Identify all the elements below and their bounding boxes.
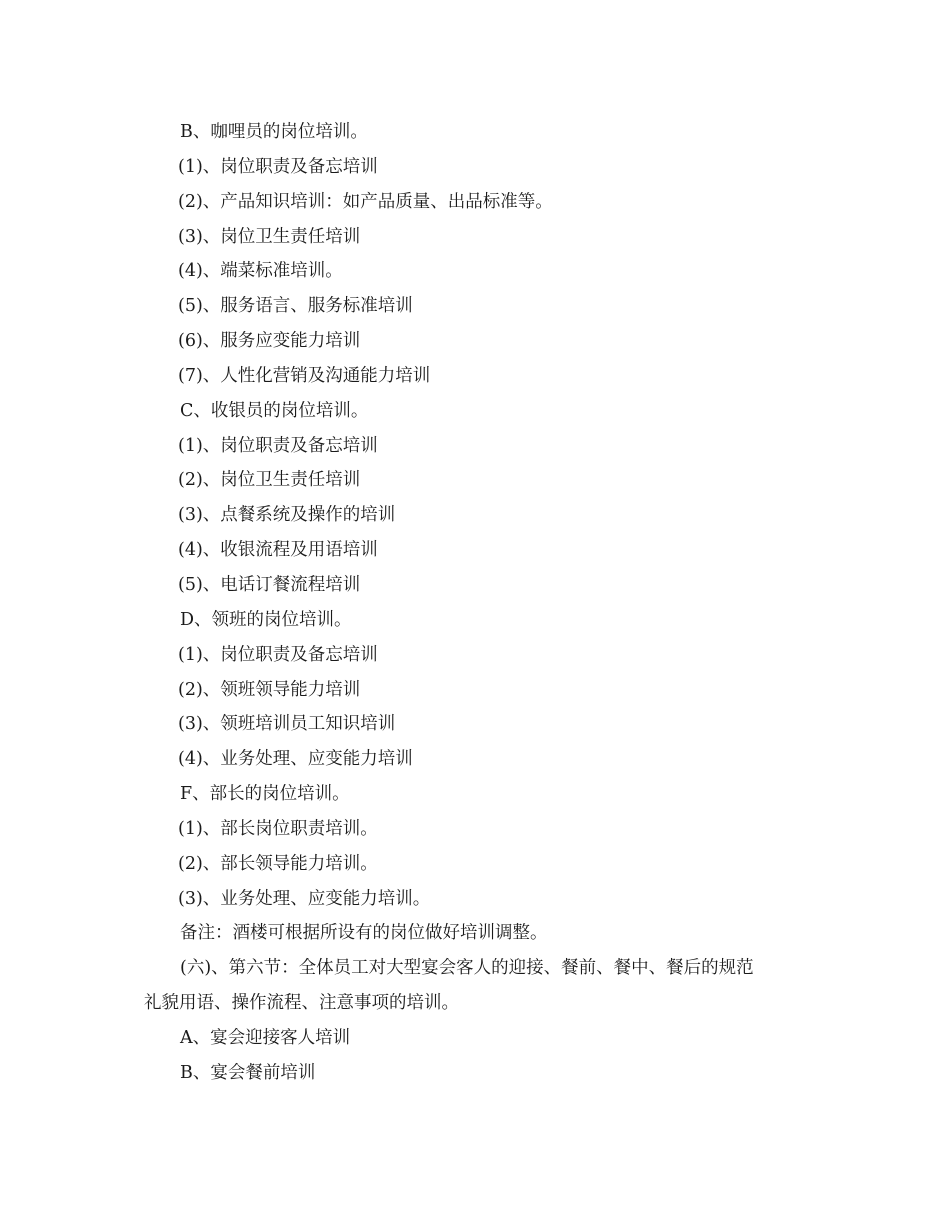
text-line: (1)、部长岗位职责培训。	[178, 818, 378, 839]
text-line: (4)、端菜标准培训。	[178, 261, 343, 282]
text-line: (4)、业务处理、应变能力培训	[178, 749, 413, 770]
text-line: (5)、服务语言、服务标准培训	[178, 296, 413, 317]
text-line: C、收银员的岗位培训。	[180, 400, 369, 421]
text-line: A、宴会迎接客人培训	[180, 1027, 351, 1048]
text-line: F、部长的岗位培训。	[180, 784, 350, 805]
text-line: (2)、部长领导能力培训。	[178, 853, 378, 874]
text-line: 备注：酒楼可根据所设有的岗位做好培训调整。	[180, 923, 548, 944]
text-line: (2)、产品知识培训：如产品质量、出品标准等。	[178, 191, 553, 212]
text-line: B、咖哩员的岗位培训。	[180, 122, 368, 142]
text-line: (3)、点餐系统及操作的培训	[178, 505, 396, 526]
text-line: (3)、业务处理、应变能力培训。	[178, 888, 431, 909]
text-line: (5)、电话订餐流程培训	[178, 574, 361, 595]
text-line: (7)、人性化营销及沟通能力培训	[178, 365, 431, 386]
text-line: (1)、岗位职责及备忘培训	[178, 644, 378, 665]
text-line: (3)、岗位卫生责任培训	[178, 226, 361, 247]
text-line: (2)、岗位卫生责任培训	[178, 470, 361, 491]
text-line: B、宴会餐前培训	[180, 1062, 316, 1083]
text-line: (3)、领班培训员工知识培训	[178, 714, 396, 735]
text-line: (4)、收银流程及用语培训	[178, 540, 378, 561]
text-line: (1)、岗位职责及备忘培训	[178, 156, 378, 177]
text-line: (1)、岗位职责及备忘培训	[178, 435, 378, 456]
text-line: (2)、领班领导能力培训	[178, 679, 361, 700]
text-line: D、领班的岗位培训。	[180, 609, 352, 630]
text-line: (6)、服务应变能力培训	[178, 331, 361, 352]
text-line: 礼貌用语、操作流程、注意事项的培训。	[144, 993, 459, 1014]
document-page	[0, 115, 950, 1091]
text-line: (六)、第六节：全体员工对大型宴会客人的迎接、餐前、餐中、餐后的规范	[180, 958, 754, 979]
